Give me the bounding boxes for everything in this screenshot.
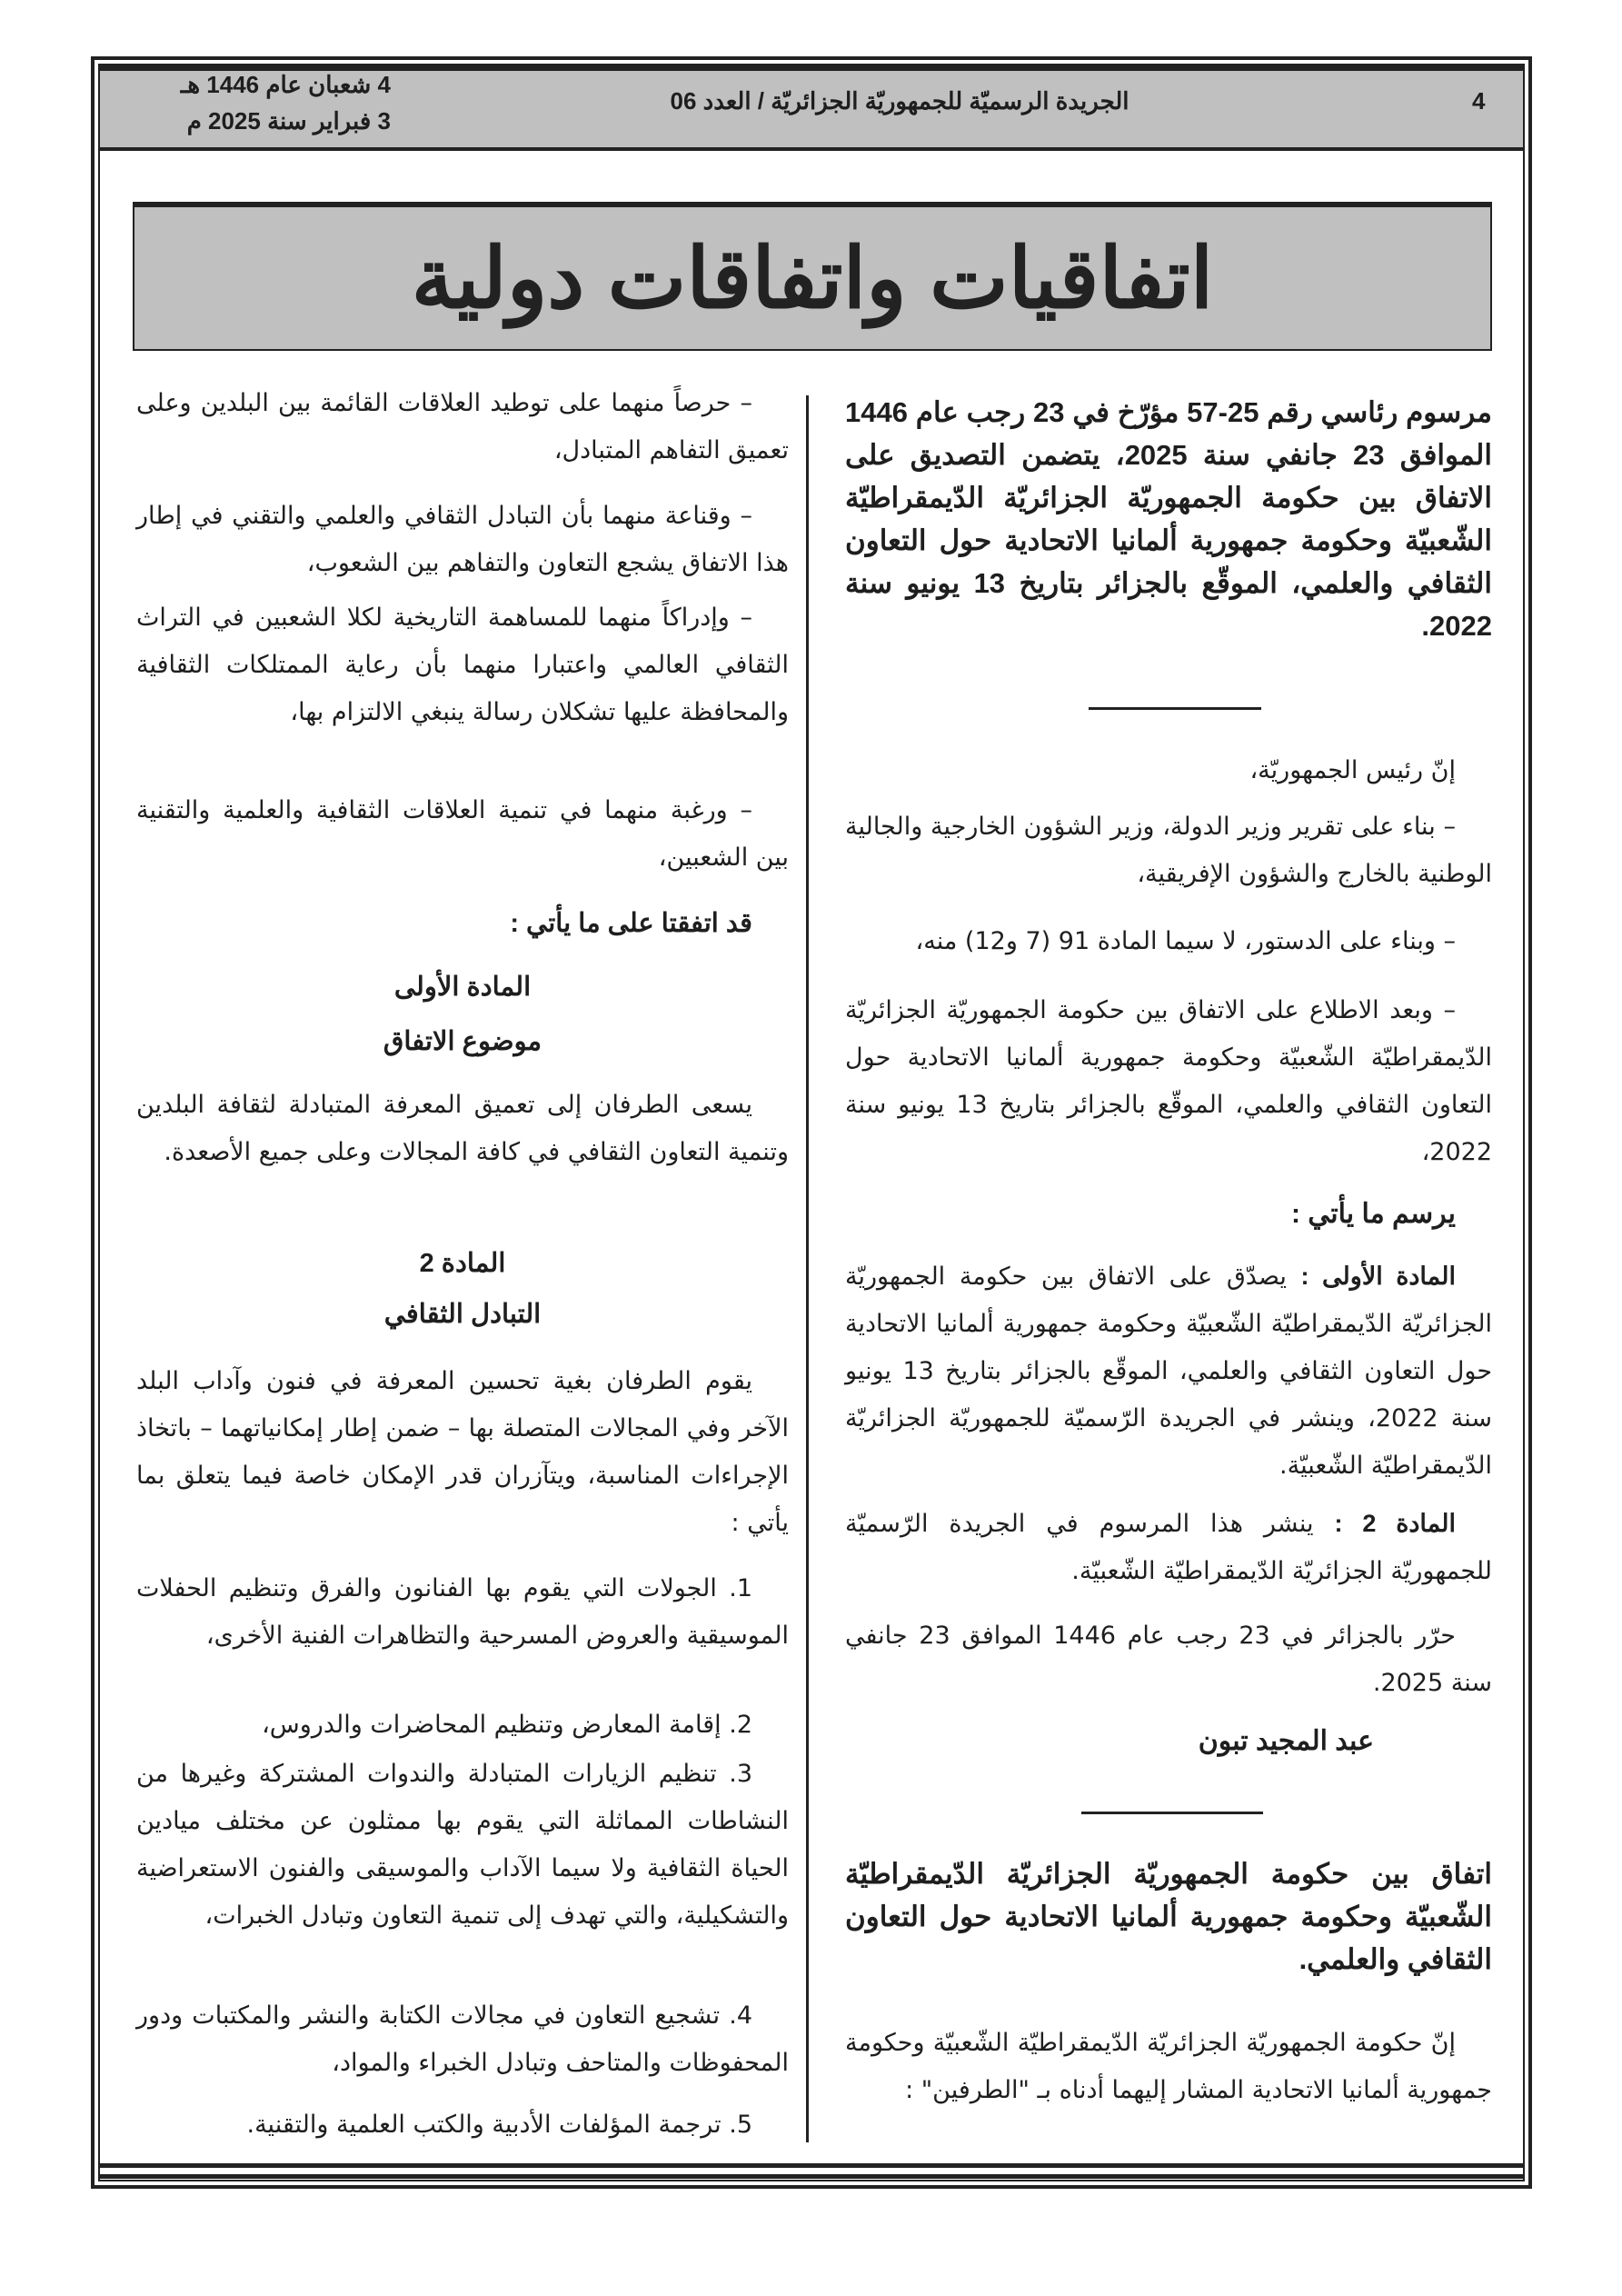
column-divider: [806, 395, 809, 2142]
date-hijri: 4 شعبان عام 1446 هـ: [180, 71, 391, 98]
list-item: 2. إقامة المعارض وتنظيم المحاضرات والدروس،: [262, 1711, 752, 1739]
article-1-text: يسعى الطرفان إلى تعميق المعرفة المتبادلة لثقافة البلدين وتنمية التعاون الثقافي في كافة المجالات وعلى جميع الأصعدة.: [136, 1091, 789, 1166]
recital: – وبعد الاطلاع على الاتفاق بين حكومة الجمهوريّة الجزائريّة الدّيمقراطيّة الشّعبيّة وحكومة جمهورية ألمانيا الاتحادية حول التعاون الثقافي والعلمي، الموقّع بالجزائر بتاريخ 13 يونيو سنة 2022،: [845, 996, 1492, 1166]
preamble-item: – وإدراكاً منهما للمساهمة التاريخية لكلا الشعبين في التراث الثقافي العالمي واعتبارا منهما بأن رعاية الممتلكات الثقافية والمحافظة عليها تشكلان رسالة ينبغي الالتزام بها،: [136, 604, 789, 726]
list-item: 4. تشجيع التعاون في مجالات الكتابة والنشر والمكتبات ودور المحفوظات والمتاحف وتبادل الخبراء والمواد،: [136, 2002, 789, 2077]
article-label: المادة الأولى :: [1300, 1263, 1456, 1290]
article-1-title: المادة الأولى: [393, 973, 532, 1002]
decree-article-1: [845, 1253, 1492, 1490]
bottom-rule: [100, 2163, 1523, 2168]
list-item: 5. ترجمة المؤلفات الأدبية والكتب العلمية والتقنية.: [246, 2111, 752, 2139]
article-2-subject: التبادل الثقافي: [383, 1300, 542, 1329]
article-text: ينشر هذا المرسوم في الجريدة الرّسميّة للجمهوريّة الجزائريّة الدّيمقراطيّة الشّعبيّة.: [845, 1510, 1492, 1585]
article-2-title: المادة 2: [419, 1249, 506, 1278]
separator-rule: [1089, 707, 1261, 710]
preamble-item: – حرصاً منهما على توطيد العلاقات القائمة بين البلدين وعلى تعميق التفاهم المتبادل،: [136, 389, 789, 464]
agreement-intro: إنّ حكومة الجمهوريّة الجزائريّة الدّيمقراطيّة الشّعبيّة وحكومة جمهورية ألمانيا الاتحادية المشار إليهما أدناه بـ "الطرفين" :: [845, 2029, 1492, 2104]
article-2-text: يقوم الطرفان بغية تحسين المعرفة في فنون وآداب البلد الآخر وفي المجالات المتصلة بها – ضمن إطار إمكانياتهما – باتخاذ الإجراءات المناسبة، ويتآزران قدر الإمكان خاصة فيما يتعلق بما يأتي :: [136, 1367, 789, 1537]
signature: عبد المجيد تبون: [1198, 1726, 1374, 1756]
decree-opening: إنّ رئيس الجمهوريّة،: [1249, 756, 1456, 784]
list-item: 3. تنظيم الزيارات المتبادلة والندوات المشتركة وغيرها من النشاطات المماثلة التي يقوم بها ممثلون عن مختلف ميادين الحياة الثقافية ولا سيما الآداب والموسيقى والفنون الاستعراضية والتشكيلية، والتي تهدف إلى تنمية التعاون وتبادل الخبرات،: [136, 1760, 789, 1930]
recital: – بناء على تقرير وزير الدولة، وزير الشؤون الخارجية والجالية الوطنية بالخارج والشؤون الإفريقية،: [845, 813, 1492, 888]
journal-title: الجريدة الرسميّة للجمهوريّة الجزائريّة / العدد 06: [670, 87, 1129, 115]
recital: – وبناء على الدستور، لا سيما المادة 91 (7 و12) منه،: [915, 927, 1456, 955]
article-1-subject: موضوع الاتفاق: [383, 1027, 542, 1056]
agreement-heading: اتفاق بين حكومة الجمهوريّة الجزائريّة الدّيمقراطيّة الشّعبيّة وحكومة جمهورية ألمانيا الاتحادية حول التعاون الثقافي والعلمي.: [845, 1858, 1492, 1975]
date-gregorian: 3 فبراير سنة 2025 م: [186, 107, 391, 135]
bottom-rule: [100, 2174, 1523, 2179]
page-number: 4: [1472, 87, 1486, 115]
separator-rule: [1081, 1812, 1263, 1814]
agreed-label: قد اتفقتا على ما يأتي :: [510, 909, 752, 938]
preamble-item: – وقناعة منهما بأن التبادل الثقافي والعلمي والتقني في إطار هذا الاتفاق يشجع التعاون والتفاهم بين الشعوب،: [136, 502, 789, 577]
decree-heading: مرسوم رئاسي رقم 25-57 مؤرّخ في 23 رجب عام 1446 الموافق 23 جانفي سنة 2025، يتضمن التصديق على الاتفاق بين حكومة الجمهوريّة الجزائريّة الدّيمقراطيّة الشّعبيّة وحكومة جمهورية ألمانيا الاتحادية حول التعاون الثقافي والعلمي، الموقّع بالجزائر بتاريخ 13 يونيو سنة 2022.: [845, 396, 1492, 642]
section-title-box: [133, 202, 1492, 351]
section-title: اتفاقيات واتفاقات دولية: [411, 232, 1214, 325]
done-at: حرّر بالجزائر في 23 رجب عام 1446 الموافق 23 جانفي سنة 2025.: [845, 1622, 1492, 1697]
list-item: 1. الجولات التي يقوم بها الفنانون والفرق وتنظيم الحفلات الموسيقية والعروض المسرحية والتظاهرات الفنية الأخرى،: [136, 1574, 789, 1650]
preamble-item: – ورغبة منهما في تنمية العلاقات الثقافية والعلمية والتقنية بين الشعبين،: [136, 796, 789, 872]
article-text: يصدّق على الاتفاق بين حكومة الجمهوريّة الجزائريّة الدّيمقراطيّة الشّعبيّة وحكومة جمهورية ألمانيا الاتحادية حول التعاون الثقافي والعلمي، الموقّع بالجزائر بتاريخ 13 يونيو سنة 2022، وينشر في الجريدة الرّسميّة للجمهوريّة الجزائريّة الدّيمقراطيّة الشّعبيّة.: [845, 1263, 1493, 1480]
decree-article-2: [845, 1500, 1492, 1595]
decrees-label: يرسم ما يأتي :: [1290, 1199, 1456, 1229]
article-label: المادة 2 :: [1334, 1510, 1456, 1537]
